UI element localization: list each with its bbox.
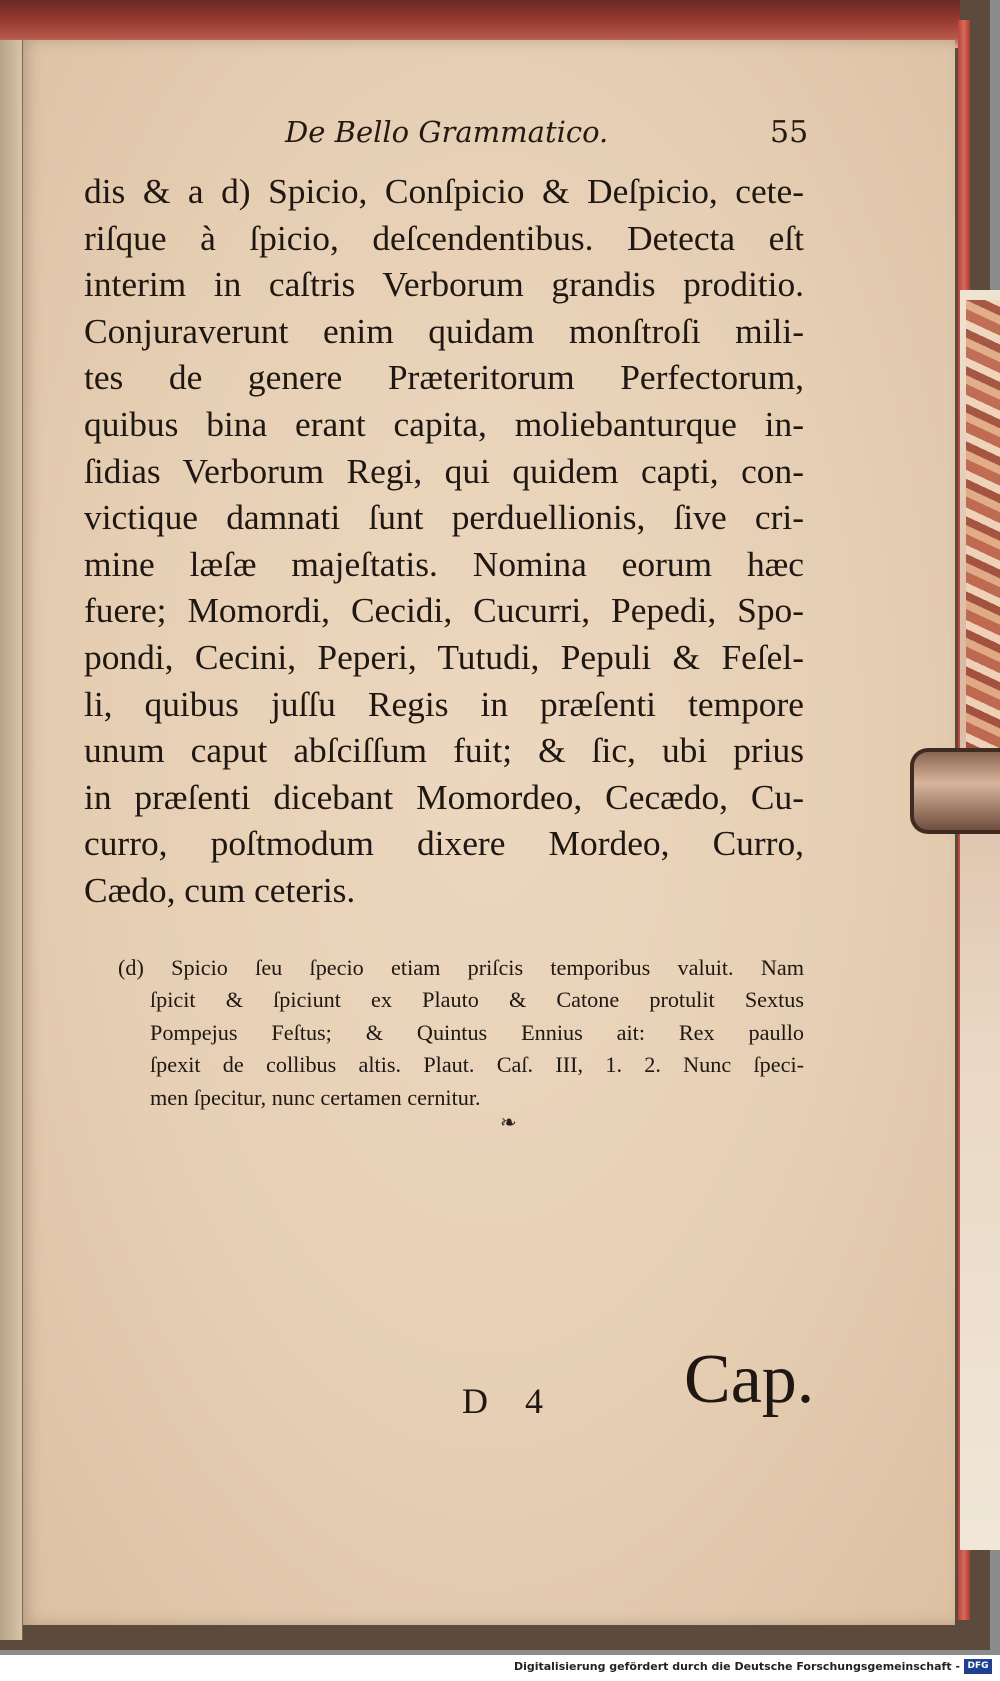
body-line: tes de genere Præteritorum Perfectorum,	[84, 357, 804, 398]
body-line: curro, poſtmodum dixere Mordeo, Curro,	[84, 823, 804, 864]
body-line: li, quibus juſſu Regis in præſenti tempore	[84, 683, 804, 724]
body-line: victique damnati ſunt perduellionis, ſive cri-	[84, 497, 804, 538]
body-line: fuere; Momordi, Cecidi, Cucurri, Pepedi, Spo-	[84, 590, 804, 631]
fleuron-ornament: ❧	[500, 1110, 517, 1134]
signature-mark: D 4	[462, 1381, 557, 1421]
body-line: ſidias Verborum Regi, qui quidem capti, con-	[84, 450, 804, 491]
body-line: Cædo, cum ceteris.	[84, 869, 356, 910]
body-text	[84, 168, 804, 914]
left-page-edge	[0, 40, 23, 1640]
footnote-line: ſpicit & ſpiciunt ex Plauto & Catone protulit Sextus	[150, 987, 804, 1013]
dfg-logo: DFG	[964, 1659, 992, 1674]
page-number: 55	[770, 115, 809, 150]
marbled-endpaper	[966, 300, 1000, 770]
footnote	[118, 952, 804, 1114]
body-line: in præſenti dicebant Momordeo, Cecædo, Cu-	[84, 776, 804, 817]
running-head: De Bello Grammatico.	[285, 115, 609, 149]
footnote-line: Pompejus Feſtus; & Quintus Ennius ait: Rex paullo	[150, 1019, 804, 1045]
body-line: dis & a d) Spicio, Conſpicio & Deſpicio, cete-	[84, 171, 804, 211]
catchword: Cap.	[684, 1341, 815, 1418]
footnote-line: ſpexit de collibus altis. Plaut. Caſ. III, 1. 2. Nunc ſpeci-	[150, 1052, 804, 1078]
body-line: Conjuraverunt enim quidam monſtroſi mili-	[84, 310, 804, 351]
footer-credit: Digitalisierung gefördert durch die Deutsche Forschungsgemeinschaft -	[513, 1660, 960, 1673]
body-line: unum caput abſciſſum fuit; & ſic, ubi prius	[84, 730, 804, 771]
footnote-line: men ſpecitur, nunc certamen cernitur.	[150, 1084, 481, 1110]
body-line: quibus bina erant capita, moliebanturque in-	[84, 403, 804, 444]
body-line: interim in caſtris Verborum grandis proditio.	[84, 264, 804, 305]
footnote-line: (d) Spicio ſeu ſpecio etiam priſcis temporibus valuit. Nam	[118, 955, 804, 980]
body-line: pondi, Cecini, Peperi, Tutudi, Pepuli & Feſel-	[84, 636, 804, 677]
body-line: mine læſæ majeſtatis. Nomina eorum hæc	[84, 543, 804, 584]
book-clasp	[910, 748, 1000, 834]
body-line: riſque à ſpicio, deſcendentibus. Detecta eſt	[84, 217, 804, 258]
